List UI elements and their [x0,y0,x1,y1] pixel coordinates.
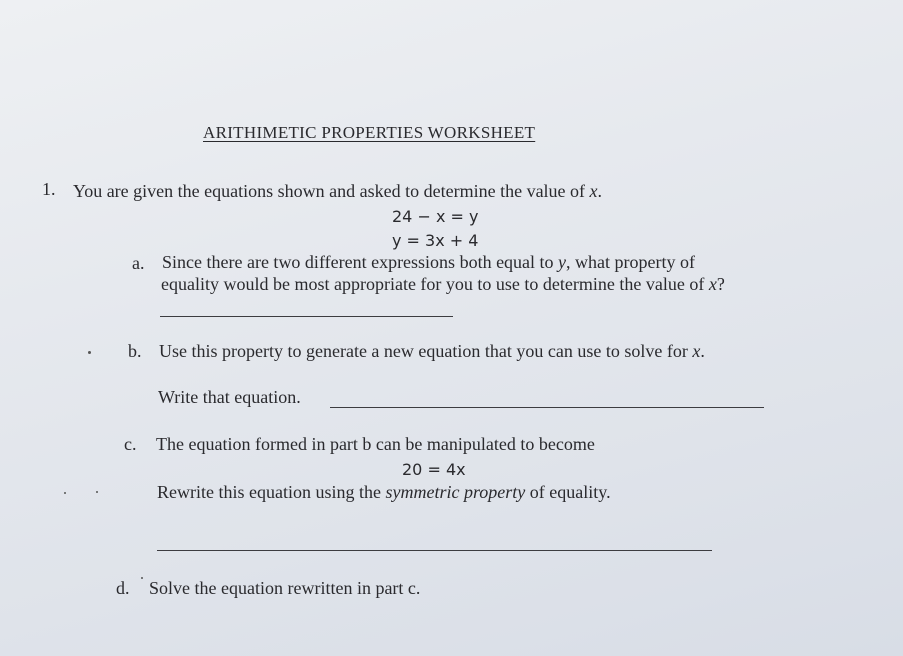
part-a-label: a. [132,253,145,273]
part-b-line-1 [159,341,705,362]
part-c-line-2-end: of equality. [525,482,611,502]
question-number: 1. [42,179,56,199]
part-b-answer-line[interactable] [330,407,764,408]
part-b-label: b. [128,341,142,361]
part-c-equation: 20 = 4x [402,460,466,479]
part-d-line-1: Solve the equation rewritten in part c. [149,578,421,598]
part-c-label: c. [124,434,137,454]
margin-mark [141,577,143,579]
margin-mark [64,492,66,494]
part-a-line-2-variable: x [708,274,717,294]
equation-1: 24 − x = y [392,207,479,226]
part-d-label: d. [116,578,130,598]
question-prompt [73,181,602,202]
part-a-line-1-text: Since there are two different expressions both equal to [162,252,559,272]
question-prompt-text: You are given the equations shown and asked to determine the value of [73,181,590,201]
worksheet-title: ARITHIMETIC PROPERTIES WORKSHEET [203,123,536,142]
part-a-line-2-end: ? [716,274,725,294]
equation-2: y = 3x + 4 [392,231,479,250]
question-prompt-variable: x [589,181,598,201]
question-prompt-end: . [597,181,603,201]
part-b-line-2: Write that equation. [158,387,301,407]
margin-mark [96,491,98,493]
margin-mark [88,351,91,354]
part-a-line-1-end: , what property of [566,252,696,272]
part-c-answer-line[interactable] [157,550,712,551]
part-a-line-1-variable: y [558,252,567,272]
part-c-line-2-text: Rewrite this equation using the [157,482,386,502]
part-b-line-1-text: Use this property to generate a new equation that you can use to solve for [159,341,693,361]
part-a-answer-line[interactable] [160,316,453,317]
part-c-line-2-emphasis: symmetric property [385,482,526,502]
part-b-line-1-end: . [700,341,705,361]
part-a-line-2 [161,274,725,295]
part-c-line-1: The equation formed in part b can be manipulated to become [156,434,595,454]
part-a-line-1 [162,252,695,273]
part-a-line-2-text: equality would be most appropriate for you to use to determine the value of [161,274,709,294]
part-b-line-1-variable: x [692,341,701,361]
part-c-line-2 [157,482,611,503]
